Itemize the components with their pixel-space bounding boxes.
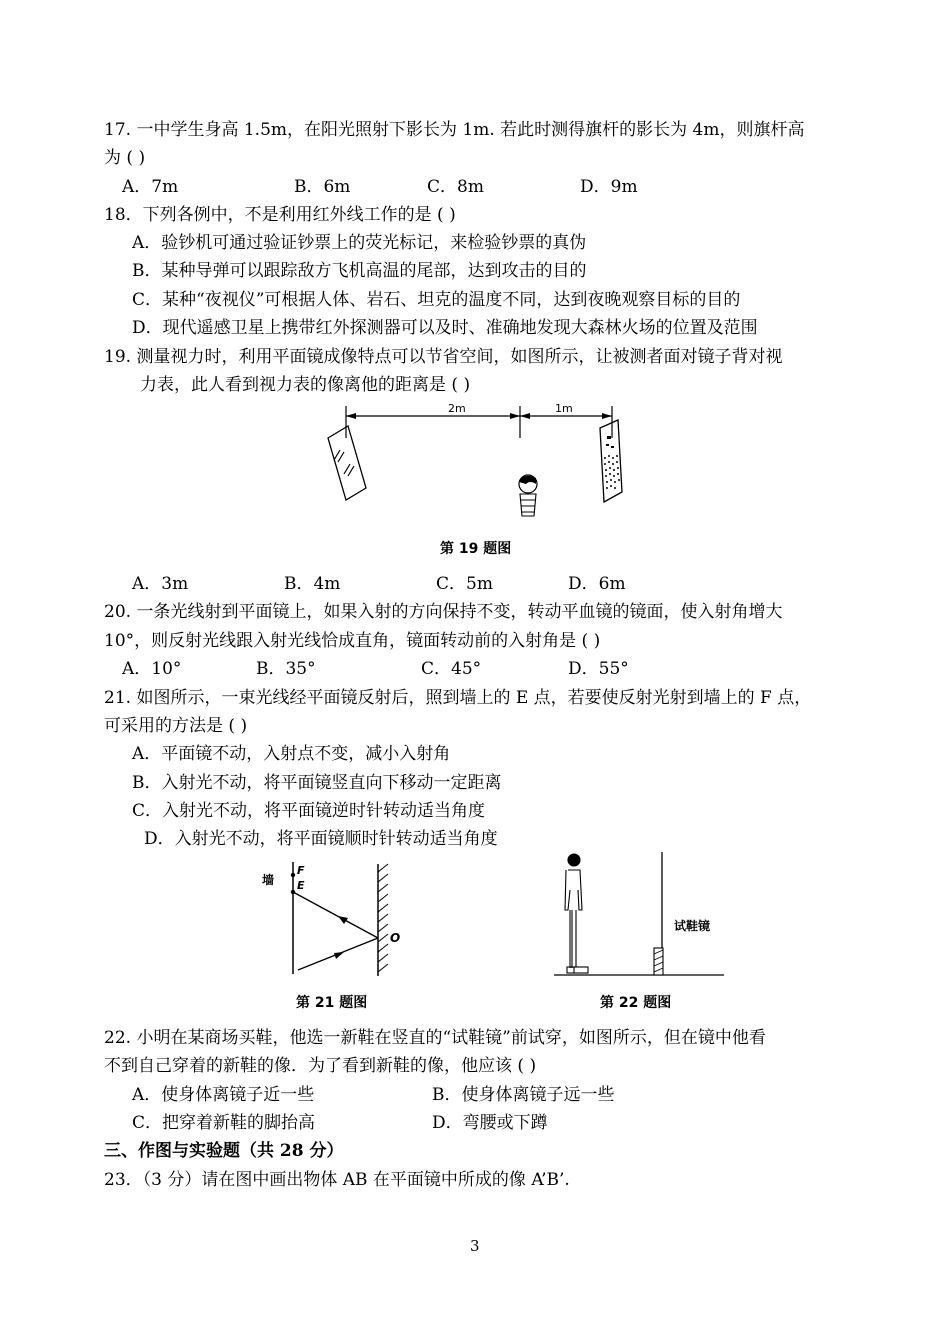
q21-option-d: D．入射光不动，将平面镜顺时针转动适当角度 [144, 829, 498, 849]
q21-figure [258, 858, 418, 980]
q17-stem-line1: 17. 一中学生身高 1.5m，在阳光照射下影长为 1m. 若此时测得旗杆的影长为 4m，则旗杆高 [104, 120, 805, 140]
page-number: 3 [470, 1237, 480, 1255]
label-2m: 2m [448, 402, 466, 415]
standing-person-icon [565, 854, 588, 973]
section-3-title: 三、作图与实验题（共 28 分） [104, 1141, 344, 1161]
shoe-mirror-label: 试鞋镜 [674, 919, 711, 933]
q21-stem-line1: 21. 如图所示，一束光线经平面镜反射后，照到墙上的 E 点，若要使反射光射到墙上的 F 点， [104, 688, 812, 708]
q20-option-c: C．45° [421, 659, 482, 679]
q19-stem-line1: 19. 测量视力时，利用平面镜成像特点可以节省空间，如图所示，让被测者面对镜子背对视 [104, 347, 783, 367]
reflected-ray [293, 892, 378, 938]
reflected-arrow-icon [338, 916, 348, 924]
q22-stem-line2: 不到自己穿着的新鞋的像．为了看到新鞋的像，他应该 ( ) [104, 1056, 537, 1076]
q17-option-a: A．7m [122, 177, 179, 197]
q20-option-b: B．35° [256, 659, 316, 679]
q19-option-c: C．5m [436, 574, 493, 594]
q19-figure [320, 398, 640, 526]
arrow-left-icon [346, 413, 356, 419]
q18-stem: 18．下列各例中，不是利用红外线工作的是 ( ) [104, 205, 456, 225]
q17-option-d: D．9m [580, 177, 638, 197]
arrow-mid-right-icon [520, 413, 530, 419]
q17-option-c: C．8m [427, 177, 484, 197]
q19-stem-line2: 力表，此人看到视力表的像离他的距离是 ( ) [140, 375, 471, 395]
label-f: F [297, 864, 305, 877]
arrow-right-icon [602, 413, 612, 419]
q18-option-d: D．现代遥感卫星上携带红外探测器可以及时、准确地发现大森林火场的位置及范围 [132, 318, 758, 338]
q18-option-a: A．验钞机可通过验证钞票上的荧光标记，来检验钞票的真伪 [132, 233, 587, 253]
point-f-icon [291, 873, 295, 877]
q21-figure-caption: 第 21 题图 [296, 995, 368, 1011]
q19-figure-caption: 第 19 题图 [440, 541, 512, 557]
q22-option-d: D．弯腰或下蹲 [432, 1113, 548, 1133]
q22-figure-caption: 第 22 题图 [600, 995, 672, 1011]
q20-option-a: A．10° [122, 659, 182, 679]
q17-option-b: B．6m [294, 177, 351, 197]
q22-figure [550, 850, 730, 980]
q22-stem-line1: 22. 小明在某商场买鞋，他选一新鞋在竖直的“试鞋镜”前试穿，如图所示，但在镜中他看 [104, 1028, 766, 1048]
q19-option-a: A．3m [132, 574, 189, 594]
q20-option-d: D．55° [568, 659, 629, 679]
q21-stem-line2: 可采用的方法是 ( ) [104, 716, 248, 736]
q19-option-b: B．4m [284, 574, 341, 594]
eye-chart-icon [600, 420, 622, 502]
q20-stem-line2: 10°，则反射光线跟入射光线恰成直角，镜面转动前的入射角是 ( ) [104, 631, 601, 651]
q19-option-d: D．6m [568, 574, 626, 594]
q22-option-c: C．把穿着新鞋的脚抬高 [132, 1113, 316, 1133]
q21-option-c: C．入射光不动，将平面镜逆时针转动适当角度 [132, 801, 486, 821]
q22-option-a: A．使身体离镜子近一些 [132, 1085, 315, 1105]
q18-option-b: B．某种导弹可以跟踪敌方飞机高温的尾部，达到攻击的目的 [132, 261, 587, 281]
q21-option-a: A．平面镜不动，入射点不变，减小入射角 [132, 744, 451, 764]
label-e: E [297, 879, 305, 892]
q23-stem: 23．（3 分）请在图中画出物体 AB 在平面镜中所成的像 A’B’. [104, 1170, 570, 1190]
q22-option-b: B．使身体离镜子远一些 [432, 1085, 615, 1105]
wall-label: 墙 [262, 873, 275, 887]
person-icon [519, 475, 537, 516]
q21-option-b: B．入射光不动，将平面镜竖直向下移动一定距离 [132, 773, 502, 793]
incident-arrow-icon [334, 952, 344, 959]
q18-option-c: C．某种“夜视仪”可根据人体、岩石、坦克的温度不同，达到夜晚观察目标的目的 [132, 290, 741, 310]
label-1m: 1m [555, 402, 573, 415]
arrow-mid-left-icon [510, 413, 520, 419]
q17-stem-line2: 为 ( ) [104, 148, 146, 168]
plane-mirror-icon [328, 426, 366, 500]
q20-stem-line1: 20. 一条光线射到平面镜上，如果入射的方向保持不变，转动平血镜的镜面，使入射角增大 [104, 602, 783, 622]
label-o: O [390, 931, 401, 945]
